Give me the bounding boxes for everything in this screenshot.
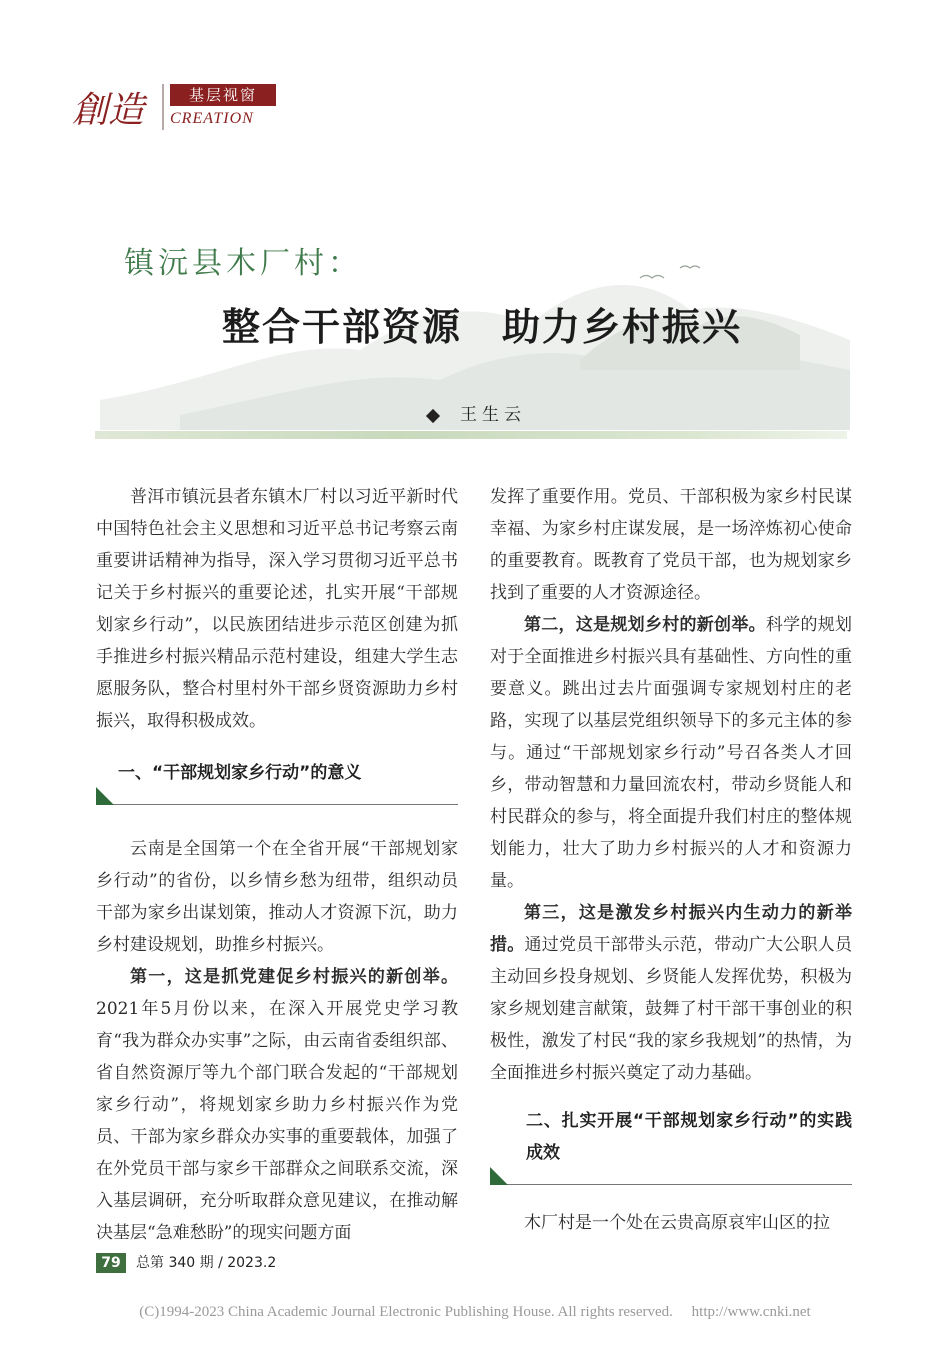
point-1-title: 第一，这是抓党建促乡村振兴的新创举。 bbox=[130, 967, 458, 987]
left-column bbox=[96, 481, 458, 1249]
point-1-continued: 发挥了重要作用。党员、干部积极为家乡村民谋幸福、为家乡村庄谋发展，是一场淬炼初心使命的重要教育。既教育了党员干部，也为规划家乡找到了重要的人才资源途径。 bbox=[490, 487, 852, 603]
copyright-watermark: (C)1994-2023 China Academic Journal Electronic Publishing House. All rights reserved. http://www.cnki.net bbox=[139, 1304, 811, 1320]
article-title-line-2: 整合干部资源 助力乡村振兴 bbox=[222, 305, 743, 349]
section-1-heading bbox=[96, 751, 458, 815]
section-1-heading-text: 一、“干部规划家乡行动”的意义 bbox=[118, 763, 362, 783]
diamond-icon bbox=[426, 408, 440, 422]
section-rule bbox=[96, 804, 458, 805]
bird-icon bbox=[680, 266, 700, 268]
point-1-paragraph bbox=[96, 961, 458, 1249]
column-name-english: CREATION bbox=[170, 110, 254, 127]
header-divider bbox=[162, 84, 164, 130]
logo-text: 創造 bbox=[72, 90, 145, 131]
right-column bbox=[490, 481, 852, 1239]
point-3-text: 通过党员干部带头示范，带动广大公职人员主动回乡投身规划、乡贤能人发挥优势，积极为家乡规划建言献策，鼓舞了村干部干事创业的积极性，激发了村民“我的家乡我规划”的热情，为全面推进乡村振兴奠定了动力基础。 bbox=[490, 935, 852, 1083]
section-2-paragraph: 木厂村是一个处在云贵高原哀牢山区的拉 bbox=[524, 1213, 830, 1233]
section-2-heading-text: 二、扎实开展“干部规划家乡行动”的实践成效 bbox=[526, 1111, 852, 1163]
triangle-marker-icon bbox=[96, 787, 114, 805]
point-2-title: 第二，这是规划乡村的新创举。 bbox=[524, 615, 766, 635]
point-3-paragraph bbox=[490, 897, 852, 1089]
section-rule bbox=[490, 1184, 852, 1185]
title-divider bbox=[95, 431, 847, 439]
bird-icon bbox=[640, 276, 664, 279]
point-2-text: 科学的规划对于全面推进乡村振兴具有基础性、方向性的重要意义。跳出过去片面强调专家规划村庄的老路，实现了以基层党组织领导下的多元主体的参与。通过“干部规划家乡行动”号召各类人才回乡，带动智慧和力量回流农村，带动乡贤能人和村民群众的参与，将全面提升我们村庄的整体规划能力，壮大了助力乡村振兴的人才和资源力量。 bbox=[490, 615, 853, 891]
column-name-badge: 基层视窗 bbox=[170, 84, 276, 106]
section-1-paragraph: 云南是全国第一个在全省开展“干部规划家乡行动”的省份，以乡情乡愁为纽带，组织动员干部为家乡出谋划策，推动人才资源下沉，助力乡村建设规划，助推乡村振兴。 bbox=[96, 839, 458, 955]
triangle-marker-icon bbox=[490, 1167, 508, 1185]
section-2-heading bbox=[490, 1099, 852, 1195]
author-name: 王生云 bbox=[460, 405, 526, 425]
point-1-text: 2021年5月份以来，在深入开展党史学习教育“我为群众办实事”之际，由云南省委组织部、省自然资源厅等九个部门联合发起的“干部规划家乡行动”，将规划家乡助力乡村振兴作为党员、干部为家乡群众办实事的重要载体，加强了在外党员干部与家乡干部群众之间联系交流，深入基层调研，充分听取群众意见建议，在推动解决基层“急难愁盼”的现实问题方面 bbox=[96, 999, 458, 1243]
page-number: 79 bbox=[96, 1253, 126, 1273]
point-3-title: 第三，这是激发乡村振兴内生动力的新举措。 bbox=[490, 903, 852, 955]
intro-paragraph: 普洱市镇沅县者东镇木厂村以习近平新时代中国特色社会主义思想和习近平总书记考察云南重要讲话精神为指导，深入学习贯彻习近平总书记关于乡村振兴的重要论述，扎实开展“干部规划家乡行动”，以民族团结进步示范区创建为抓手推进乡村振兴精品示范村建设，组建大学生志愿服务队，整合村里村外干部乡贤资源助力乡村振兴，取得积极成效。 bbox=[96, 487, 458, 731]
article-title-line-1: 镇沅县木厂村： bbox=[124, 246, 362, 281]
magazine-logo bbox=[70, 84, 150, 132]
author-byline bbox=[428, 400, 526, 425]
issue-label: 总第 340 期 / 2023.2 bbox=[136, 1255, 277, 1271]
point-2-paragraph bbox=[490, 609, 852, 897]
